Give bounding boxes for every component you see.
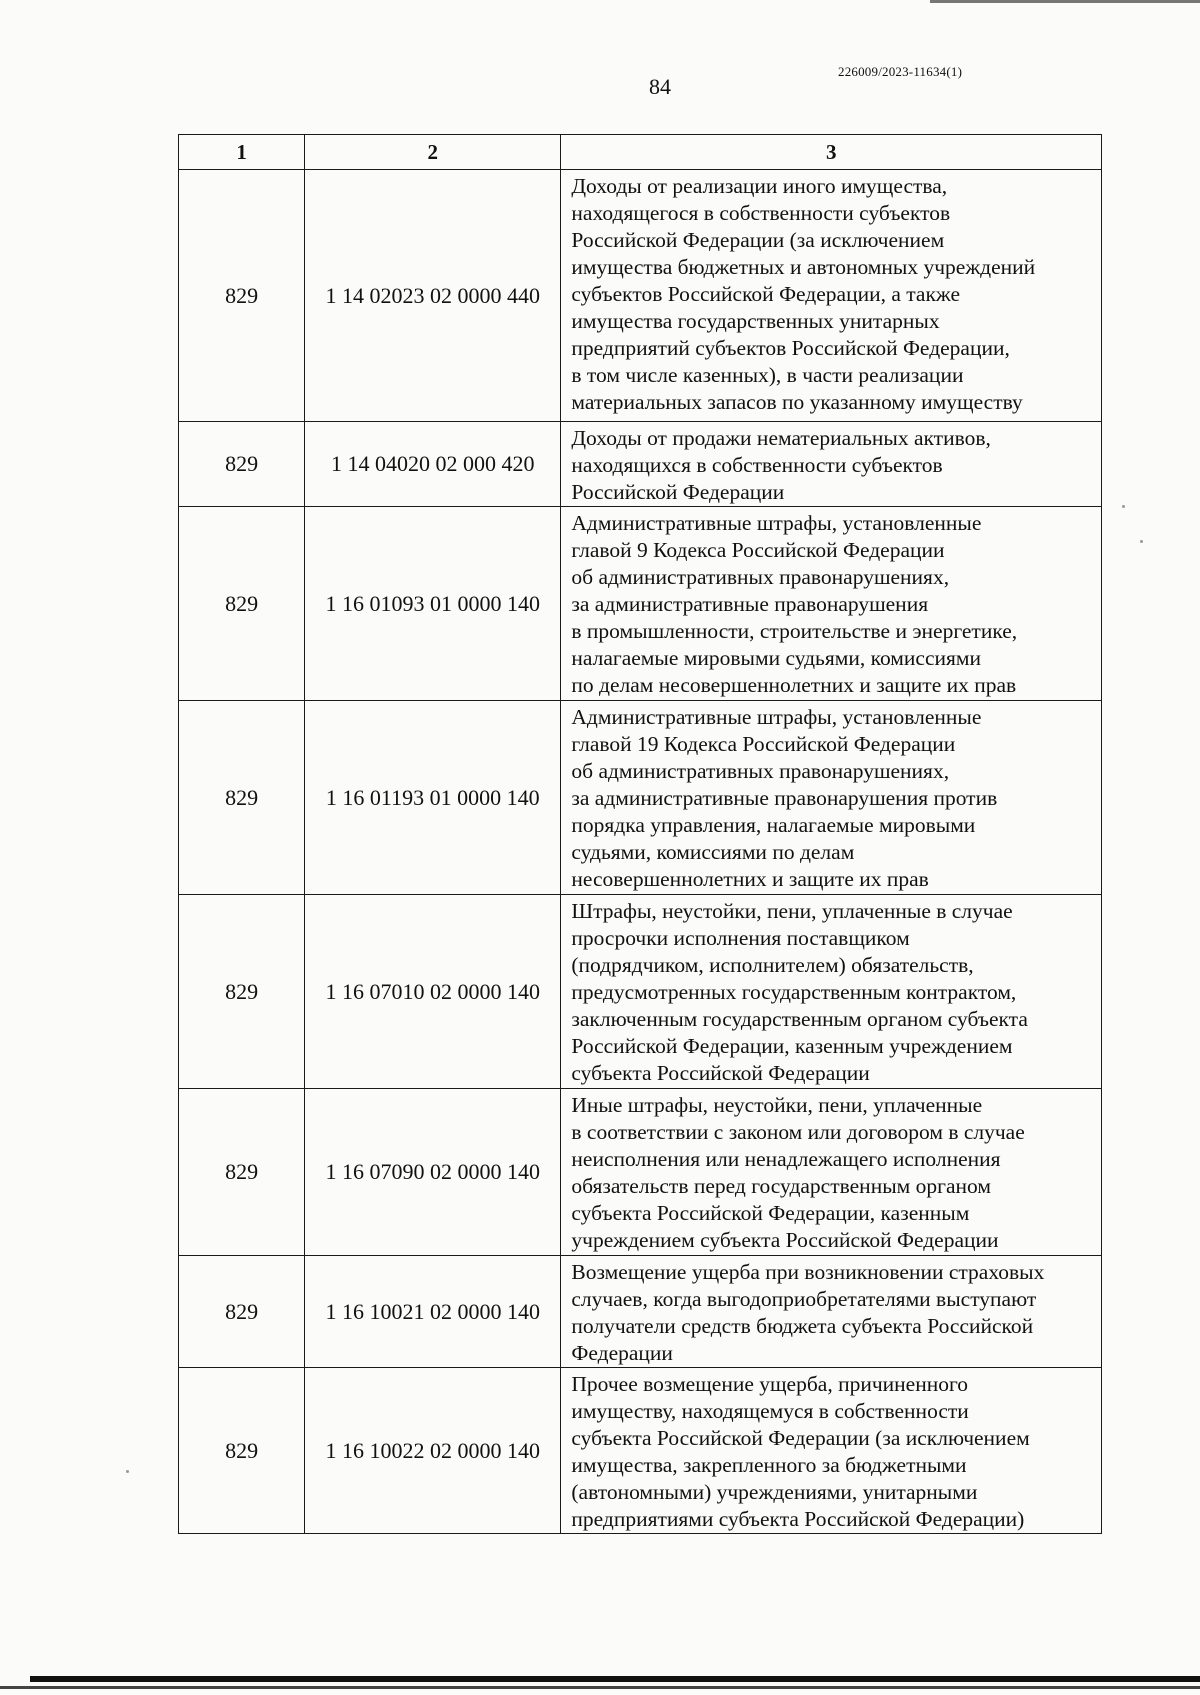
document-registration-number: 226009/2023-11634(1) [838,64,963,79]
revenue-description-cell: Административные штрафы, установленные главой 9 Кодекса Российской Федерации об административных правонарушениях, за административные правонарушения в промышленности, строительстве и энергетике, налагаемые мировыми судьями, комиссиями по делам несовершеннолетних и защите их прав [561,507,1102,701]
admin-code-cell: 829 [179,170,305,422]
admin-code-cell: 829 [179,507,305,701]
admin-code-cell: 829 [179,895,305,1089]
admin-code-cell: 829 [179,1089,305,1256]
budget-code-cell: 1 16 01193 01 0000 140 [305,701,561,895]
scan-bottom-rule [30,1676,1200,1682]
admin-code-cell: 829 [179,422,305,507]
table-row [179,1256,1102,1368]
revenue-description-cell: Иные штрафы, неустойки, пени, уплаченные в соответствии с законом или договором в случае неисполнения или ненадлежащего исполнения обязательств перед государственным органом субъекта Российской Федерации, казенным учреждением субъекта Российской Федерации [561,1089,1102,1256]
scan-speck [1140,540,1143,543]
table-row [179,1368,1102,1534]
scan-speck [126,1470,129,1473]
budget-code-cell: 1 16 01093 01 0000 140 [305,507,561,701]
revenue-description-cell: Штрафы, неустойки, пени, уплаченные в случае просрочки исполнения поставщиком (подрядчиком, исполнителем) обязательств, предусмотренных государственным контрактом, заключенным государственным органом субъекта Российской Федерации, казенным учреждением субъекта Российской Федерации [561,895,1102,1089]
table-row [179,1089,1102,1256]
admin-code-cell: 829 [179,1256,305,1368]
page-number: 84 [649,74,671,99]
column-header-2: 2 [305,135,561,170]
budget-code-cell: 1 14 04020 02 000 420 [305,422,561,507]
scan-top-rule [930,0,1200,3]
revenue-description-cell: Возмещение ущерба при возникновении страховых случаев, когда выгодоприобретателями выступают получатели средств бюджета субъекта Российской Федерации [561,1256,1102,1368]
scan-bottom-rule [0,1686,1200,1689]
table-row [179,170,1102,422]
table-header-row [179,135,1102,170]
admin-code-cell: 829 [179,1368,305,1534]
column-header-3: 3 [561,135,1102,170]
table-row [179,895,1102,1089]
budget-code-cell: 1 14 02023 02 0000 440 [305,170,561,422]
table-row [179,701,1102,895]
table-row [179,507,1102,701]
revenue-description-cell: Прочее возмещение ущерба, причиненного имуществу, находящемуся в собственности субъекта Российской Федерации (за исключением имущества, закрепленного за бюджетными (автономными) учреждениями, унитарными предприятиями субъекта Российской Федерации) [561,1368,1102,1534]
admin-code-cell: 829 [179,701,305,895]
budget-code-cell: 1 16 10021 02 0000 140 [305,1256,561,1368]
budget-code-cell: 1 16 10022 02 0000 140 [305,1368,561,1534]
budget-code-cell: 1 16 07090 02 0000 140 [305,1089,561,1256]
revenue-description-cell: Доходы от реализации иного имущества, находящегося в собственности субъектов Российской Федерации (за исключением имущества бюджетных и автономных учреждений субъектов Российской Федерации, а также имущества государственных унитарных предприятий субъектов Российской Федерации, в том числе казенных), в части реализации материальных запасов по указанному имуществу [561,170,1102,422]
revenue-description-cell: Административные штрафы, установленные главой 19 Кодекса Российской Федерации об административных правонарушениях, за административные правонарушения против порядка управления, налагаемые мировыми судьями, комиссиями по делам несовершеннолетних и защите их прав [561,701,1102,895]
revenue-description-cell: Доходы от продажи нематериальных активов, находящихся в собственности субъектов Российской Федерации [561,422,1102,507]
revenue-codes-table [178,134,1102,1534]
budget-code-cell: 1 16 07010 02 0000 140 [305,895,561,1089]
scan-speck [1122,505,1125,508]
column-header-1: 1 [179,135,305,170]
table-row [179,422,1102,507]
